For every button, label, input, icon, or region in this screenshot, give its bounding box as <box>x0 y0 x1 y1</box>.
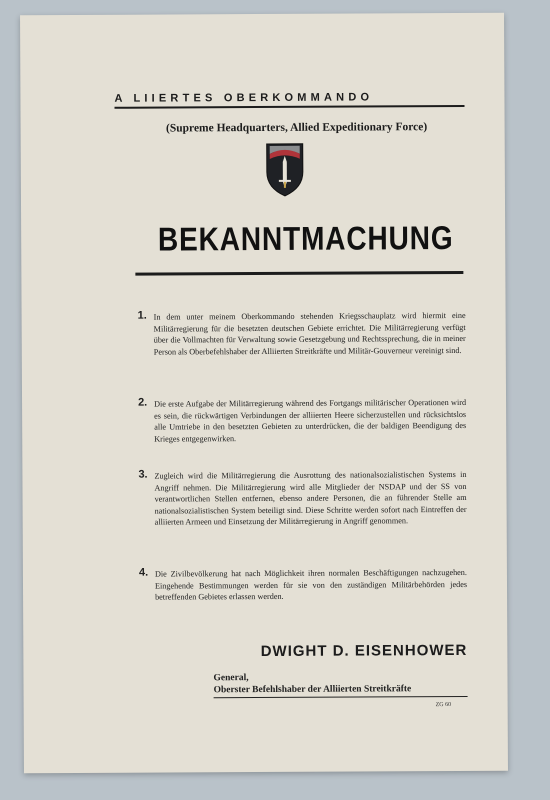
subheader: (Supreme Headquarters, Allied Expeditionary Force) <box>165 121 428 135</box>
header-title: A LIIERTES OBERKOMMANDO <box>114 91 464 109</box>
paragraph-text: Die Zivilbevölkerung hat nach Möglichkeit ihren normalen Beschäftigungen nachzugehen. Eingehende Bestimmungen werden für sie von den zuständigen Militärbehörden jedes betreffenden Gebietes erlassen werden. <box>154 567 468 602</box>
paragraph-1 <box>138 310 466 358</box>
paragraph-number: 1. <box>137 309 147 322</box>
paragraph-2 <box>138 397 466 445</box>
proclamation-sheet <box>20 13 508 774</box>
paragraph-4 <box>139 567 467 603</box>
signer-name: DWIGHT D. EISENHOWER <box>260 641 468 661</box>
paragraph-3 <box>138 469 466 529</box>
paragraph-text: Die erste Aufgabe der Militärregierung während des Fortgangs militärischer Operationen wird es sein, die rückwärtigen Verbindungen der alliierten Heere sicherzustellen und rücksichtslos alle Umtriebe in den besetzten Gebieten zu unterdrücken, die der baldigen Beendigung des Krieges entgegenwirken. <box>154 397 467 444</box>
paragraph-number: 4. <box>138 566 149 579</box>
shaef-shoulder-patch-icon <box>265 142 305 198</box>
paragraph-text: In dem unter meinem Oberkommando stehenden Kriegsschauplatz wird hiermit eine Militärregierung für die besetzten deutschen Gebiete errichtet. Die Militärregierung verfügt über die Vollmachten für Verwaltung sowie Gesetzgebung und Rechtssprechung, die in meiner Person als Oberbefehlshaber der Alliierten Streitkräfte und Militär-Gouverneur vereinigt sind. <box>153 310 466 357</box>
signer-position: Oberster Befehlshaber der Alliierten Streitkräfte <box>214 684 468 698</box>
paragraph-text: Zugleich wird die Militärregierung die Ausrottung des nationalsozialistischen Systems in Angriff nehmen. Die Militärregierung wird alle Mitglieder der NSDAP und der SS von verantwortlichen Stellen entfernen, ebenso andere Personen, die an führender Stelle am nationalsozialistischen System beteiligt sind. Diese Schritte werden sofort nach Eintreffen der alliierten Armeen und Einsetzung der Militärregierung in Angriff genommen. <box>154 469 467 527</box>
title-divider <box>135 271 463 276</box>
paragraph-number: 2. <box>138 396 148 409</box>
signer-rank: General, <box>213 673 249 684</box>
paragraph-number: 3. <box>138 468 148 481</box>
print-code: ZG 60 <box>435 702 452 709</box>
document-title: BEKANNTMACHUNG <box>157 219 454 258</box>
